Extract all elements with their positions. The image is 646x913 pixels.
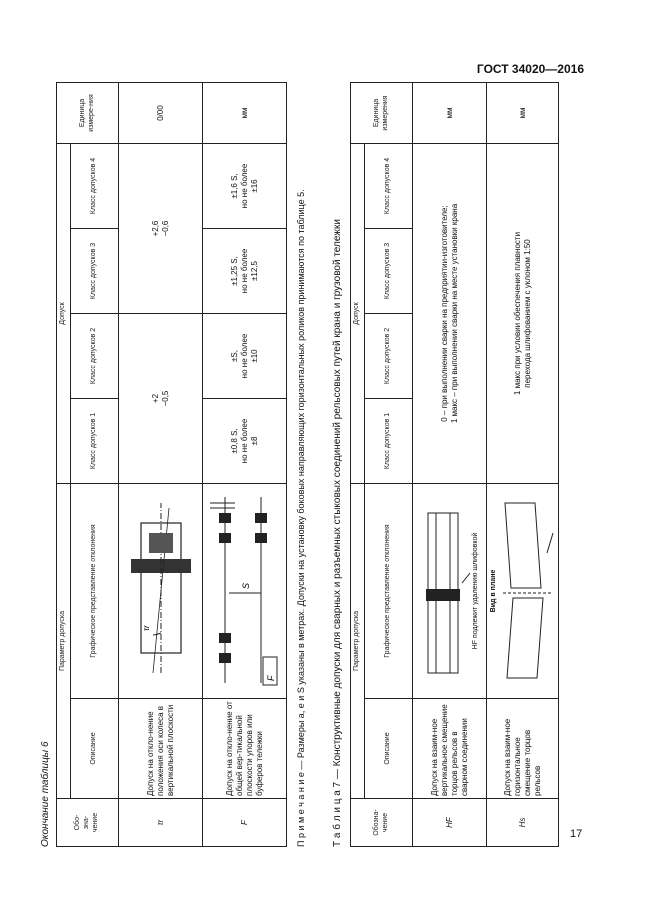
t6-row2-class2: ±S, но не более ±10 (203, 314, 287, 399)
t6-head-unit: Единица измере-ния (57, 83, 119, 144)
standard-header: ГОСТ 34020—2016 (476, 62, 584, 76)
svg-text:F: F (265, 676, 276, 682)
t7-head-class4: Класс допусков 4 (365, 144, 413, 229)
t7-row1-symbol: HF (413, 799, 487, 847)
t6-head-class1: Класс допусков 1 (71, 399, 119, 484)
t7-row2-description: Допуск на взаим-ное горизонтальное смещение торцов рельсов (487, 699, 559, 799)
table-row (413, 83, 487, 847)
table7 (350, 82, 559, 847)
t6-row2-description: Допуск на откло-нение от общей вер-тикальной плоскости упоров или буферов тележки (203, 699, 287, 799)
table-row (487, 83, 559, 847)
svg-text:S: S (240, 583, 251, 590)
t7-row2-graphic-label: Вид в плане (490, 569, 498, 613)
t7-head-symbol: Обозна-чение (351, 799, 413, 847)
t7-row1-graphic-note: HF подлежит удалению шлифовкой (472, 532, 480, 650)
t6-head-class2: Класс допусков 2 (71, 314, 119, 399)
t6-head-param: Параметр допуска (57, 484, 71, 799)
t6-row2-graphic (203, 484, 287, 699)
t7-row1-description: Допуск на взаим-ное вертикальное смещение торцов рельсов в сварном соединении (413, 699, 487, 799)
t6-row1-symbol: τr (119, 799, 203, 847)
t7-head-class1: Класс допусков 1 (365, 399, 413, 484)
t7-head-graphic: Графическое представление отклонения (365, 484, 413, 699)
t7-row2-value: 1 макс при условии обеспечения плавности перехода шлифованием с уклоном 1:50 (487, 144, 559, 484)
t6-row2-class1: ±0,8 S, но не более ±8 (203, 399, 287, 484)
table-row (119, 83, 203, 847)
t6-head-symbol: Обо- зна- чение (57, 799, 119, 847)
table6-note: П р и м е ч а н и е — Размеры a, e и S указаны в метрах. Допуски на установку боковых направляющих горизонтальных роликов принимаются по таблице 5. (296, 189, 306, 847)
t7-head-description: Описание (365, 699, 413, 799)
t6-row1-class34: +2,6 −0,6 (119, 144, 203, 314)
buffers-plane-diagram (205, 489, 285, 694)
t6-row1-description: Допуск на откло-нение положения оси колеса в вертикальной плоскости (119, 699, 203, 799)
table6-caption: Окончание таблицы 6 (40, 741, 51, 847)
t6-row2-symbol: F (203, 799, 287, 847)
t6-row1-graphic (119, 484, 203, 699)
t7-head-class3: Класс допусков 3 (365, 229, 413, 314)
t7-head-unit: Единица измерения (351, 83, 413, 144)
t7-head-param: Параметр допуска (351, 484, 365, 799)
t7-row2-graphic (487, 484, 559, 699)
table-row (203, 83, 287, 847)
t6-head-description: Описание (71, 699, 119, 799)
t6-row1-unit: 0/00 (119, 83, 203, 144)
t7-row2-unit: мм (487, 83, 559, 144)
t6-row1-class12: +2 −0,5 (119, 314, 203, 484)
t7-row2-symbol: Hs (487, 799, 559, 847)
rail-plan-view-diagram (499, 489, 555, 694)
t6-head-class3: Класс допусков 3 (71, 229, 119, 314)
weld-joint-diagram (418, 489, 472, 694)
t7-row1-unit: мм (413, 83, 487, 144)
t6-row2-class3: ±1,25 S, но не более ±12,5 (203, 229, 287, 314)
svg-text:τr: τr (141, 625, 151, 632)
t7-head-tolerance: Допуск (351, 144, 365, 484)
t7-row1-value: 0 – при выполнении сварки на предприятии-изготовителе; 1 макс – при выполнении сварки на месте установки крана (413, 144, 487, 484)
table6 (56, 82, 287, 847)
rotated-content (40, 77, 570, 847)
table7-caption: Т а б л и ц а 7 — Конструктивные допуски для сварных и разъемных стыковых соединений рельсовых путей крана и грузовой тележки (332, 219, 343, 847)
t6-head-tolerance: Допуск (57, 144, 71, 484)
t6-head-class4: Класс допусков 4 (71, 144, 119, 229)
wheel-axis-diagram (123, 489, 199, 694)
t6-head-graphic: Графическое представление отклонения (71, 484, 119, 699)
t7-row1-graphic (413, 484, 487, 699)
t7-head-class2: Класс допусков 2 (365, 314, 413, 399)
t6-row2-class4: ±1,6 S, но не более ±16 (203, 144, 287, 229)
page-number: 17 (570, 828, 583, 840)
t6-row2-unit: мм (203, 83, 287, 144)
